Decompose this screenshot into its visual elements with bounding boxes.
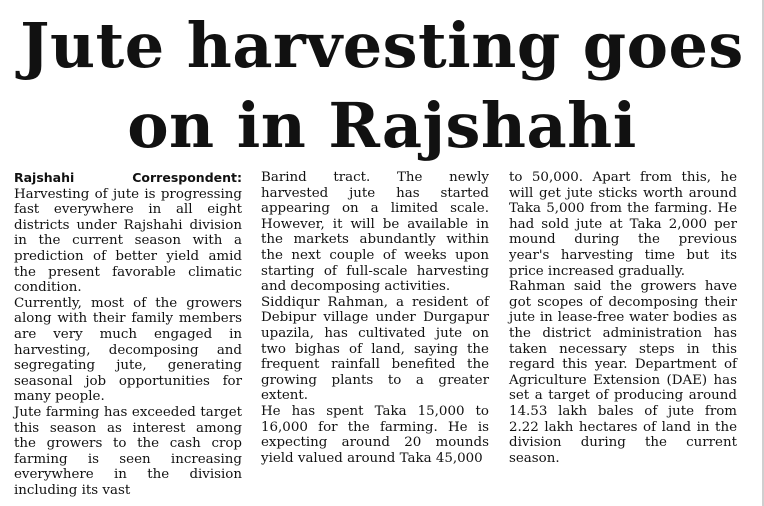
article-paragraph: Siddiqur Rahman, a resident of Debipur village under Durgapur upazila, has cultivated jute on two bighas of land, saying the frequent rainfall benefited the growing plants to a greater extent. [261, 294, 489, 404]
article-paragraph: Rahman said the growers have got scopes of decomposing their jute in lease-free water bodies as the district administration has taken necessary steps in this regard this year. Department of Agriculture Extension (DAE) has set a target of producing around 14.53 lakh bales of jute from 2.22 lakh hectares of land in the division during the current season. [509, 279, 737, 466]
byline: Rajshahi Correspondent: [14, 170, 242, 185]
article-paragraph: to 50,000. Apart from this, he will get jute sticks worth around Taka 5,000 from the farming. He had sold jute at Taka 2,000 per mound during the previous year's harvesting time but its price increased gradually. [509, 170, 737, 279]
paragraph-text: Harvesting of jute is progressing fast everywhere in all eight districts under Rajshahi division in the current season with a prediction of better yield amid the present favorable climatic condition. [14, 186, 242, 296]
headline-line-1: Jute harvesting goes [20, 9, 744, 82]
article-column-1 [14, 170, 242, 498]
article-paragraph [14, 170, 242, 296]
article-paragraph: Jute farming has exceeded target this season as interest among the growers to the cash crop farming is seen increasing everywhere in the division including its vast [14, 404, 242, 498]
article-column-3 [509, 170, 737, 466]
headline [0, 6, 764, 166]
article-paragraph: Barind tract. The newly harvested jute has started appearing on a limited scale. However, it will be available in the markets abundantly within the next couple of weeks upon starting of full-scale harvesting and decomposing activities. [261, 170, 489, 295]
article-column-2 [261, 170, 489, 466]
article-paragraph: He has spent Taka 15,000 to 16,000 for the farming. He is expecting around 20 mounds yield valued around Taka 45,000 [261, 403, 489, 466]
article-body [14, 170, 742, 500]
headline-line-2: on in Rajshahi [127, 89, 637, 162]
article-paragraph: Currently, most of the growers along with their family members are very much engaged in harvesting, decomposing and segregating jute, generating seasonal job opportunities for many people. [14, 295, 242, 405]
